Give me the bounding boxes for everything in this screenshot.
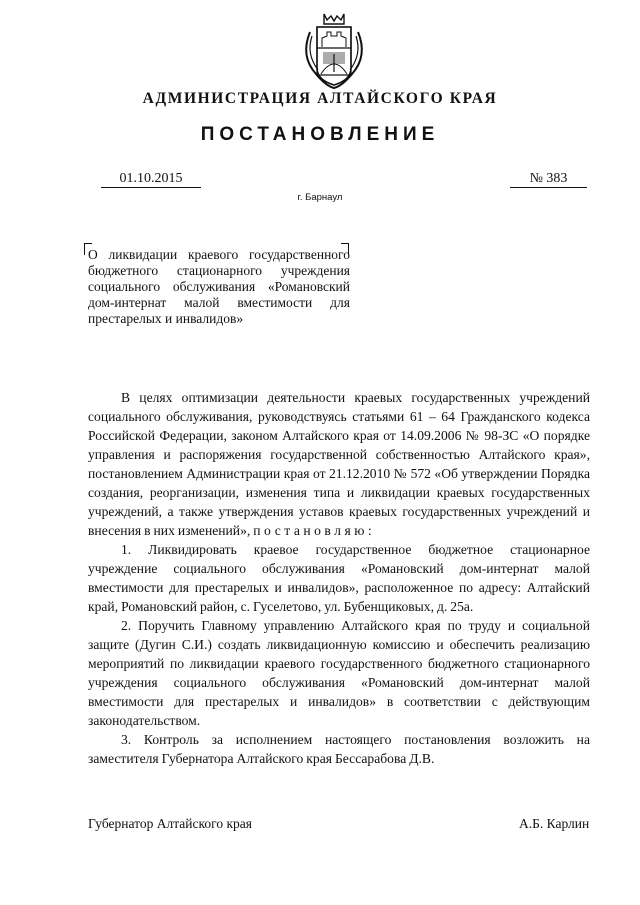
document-type: ПОСТАНОВЛЕНИЕ: [200, 124, 440, 145]
decree-item-1: 1. Ликвидировать краевое государственное бюджетное стационарное учреждение социального обслуживания «Романовский дом-интернат малой вместимости для престарелых и инвалидов», расположенное по адресу: Алтайский край, Романовский район, с. Гуселетово, ул. Бубенщиковых, д. 25а.: [88, 542, 590, 614]
organization-name: АДМИНИСТРАЦИЯ АЛТАЙСКОГО КРАЯ: [142, 90, 498, 107]
signature-title: Губернатор Алтайского края: [88, 816, 252, 831]
document-number: № 383: [510, 171, 587, 188]
document-body: [88, 388, 590, 768]
decree-item-3: 3. Контроль за исполнением настоящего постановления возложить на заместителя Губернатора Алтайского края Бессарабова Д.В.: [88, 732, 590, 766]
city-label: г. Барнаул: [297, 192, 343, 203]
preamble-text: В целях оптимизации деятельности краевых государственных учреждений социального обслуживания, руководствуясь статьями 61 – 64 Гражданского кодекса Российской Федерации, законом Алтайского края от 14.09.2006 № 98-ЗС «О порядке управления и распоряжения государственной собственностью Алтайского края», постановлением Администрации края от 21.12.2010 № 572 «Об утверждении Порядка создания, реорганизации, изменения типа и ликвидации краевых государственных учреждений, а также утверждения уставов краевых государственных учреждений и внесения в них изменений»,: [88, 390, 590, 538]
document-subject: О ликвидации краевого государственного бюджетного стационарного учреждения социального обслуживания «Романовский дом-интернат малой вместимости для престарелых и инвалидов»: [88, 247, 350, 326]
decree-item-2: 2. Поручить Главному управлению Алтайского края по труду и социальной защите (Дугин С.И.) создать ликвидационную комиссию и обеспечить реализацию мероприятий по ликвидации краевого государственного бюджетного стационарного учреждения социального обслуживания «Романовский дом-интернат малой вместимости для престарелых и инвалидов» в соответствии с действующим законодательством.: [88, 618, 590, 728]
preamble-paragraph: [88, 388, 590, 540]
coat-of-arms-icon: [296, 10, 372, 92]
decree-word: постановляю:: [253, 523, 376, 538]
signature-name: А.Б. Карлин: [519, 816, 590, 831]
document-date: 01.10.2015: [101, 171, 201, 188]
